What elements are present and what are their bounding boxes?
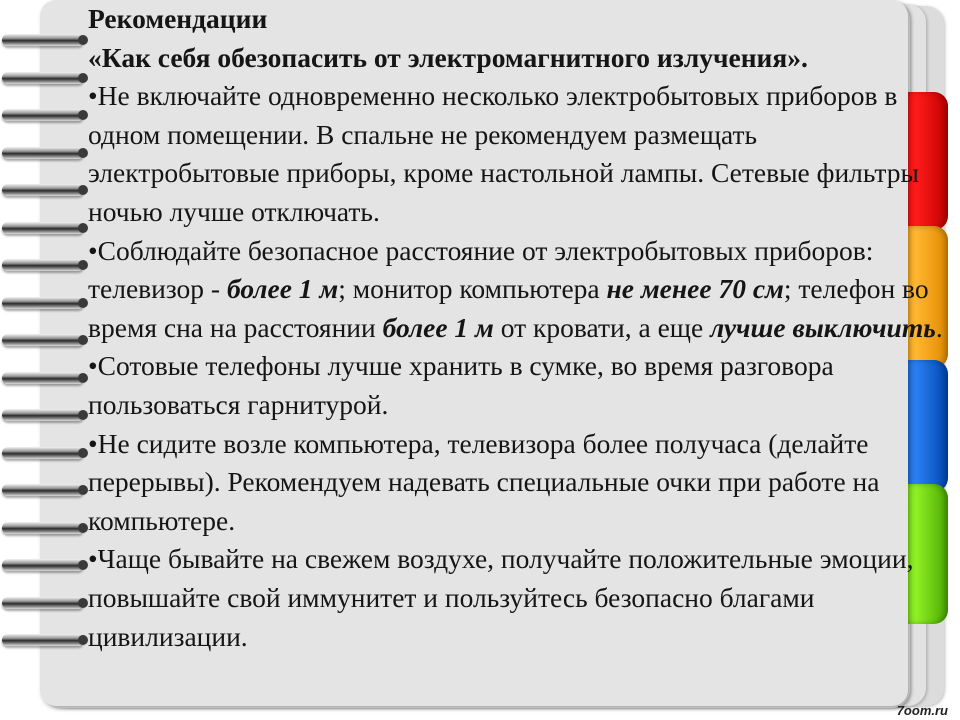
- bullet-text: .: [935, 311, 943, 343]
- emphasis-text: не менее 70 см: [606, 273, 784, 305]
- bullet-marker: •: [88, 350, 98, 382]
- bullet-marker: •: [88, 80, 98, 112]
- emphasis-text: более 1 м: [226, 273, 339, 305]
- spiral-ring: [2, 559, 84, 571]
- spiral-ring: [2, 297, 84, 309]
- spiral-ring: [2, 634, 84, 646]
- watermark: 7oom.ru: [896, 703, 948, 718]
- spiral-binding: [0, 34, 90, 674]
- spiral-ring: [2, 147, 84, 159]
- bullet-text: от кровати, а еще: [493, 311, 711, 343]
- bullet-item: [88, 347, 948, 424]
- emphasis-text: лучше выключить: [710, 311, 936, 343]
- bullet-text: Не включайте одновременно несколько электробытовых приборов в одном помещении. В спальне не рекомендуем размещать электробытовые приборы, кроме настольной лампы. Сетевые фильтры ночью лучше отключать.: [88, 80, 919, 227]
- spiral-ring: [2, 372, 84, 384]
- bullet-item: [88, 425, 948, 541]
- spiral-ring: [2, 259, 84, 271]
- bullet-text: ; телефон во время сна на расстоянии: [88, 273, 929, 343]
- bullet-marker: •: [88, 427, 98, 459]
- emphasis-text: более 1 м: [382, 311, 494, 343]
- spiral-ring: [2, 109, 84, 121]
- spiral-ring: [2, 34, 84, 46]
- bullet-text: Сотовые телефоны лучше хранить в сумке, во время разговора пользоваться гарнитурой.: [88, 350, 834, 420]
- bullet-item: [88, 540, 948, 656]
- spiral-ring: [2, 597, 84, 609]
- page-title: [88, 0, 948, 77]
- spiral-ring: [2, 409, 84, 421]
- title-line-2: «Как себя обезопасить от электромагнитного излучения».: [88, 41, 808, 73]
- bullet-text: ; монитор компьютера: [338, 273, 607, 305]
- spiral-ring: [2, 222, 84, 234]
- spiral-ring: [2, 184, 84, 196]
- recommendations-text: [88, 0, 948, 656]
- bullet-text: Не сидите возле компьютера, телевизора более получаса (делайте перерывы). Рекомендуем надевать специальные очки при работе на компьютере.: [88, 427, 880, 536]
- bullet-text: Соблюдайте безопасное расстояние от электробытовых приборов: телевизор -: [88, 234, 874, 305]
- title-line-1: Рекомендации: [88, 3, 268, 34]
- spiral-ring: [2, 334, 84, 346]
- bullet-text: Чаще бывайте на свежем воздухе, получайте положительные эмоции, повышайте свой иммунитет и пользуйтесь безопасно благами цивилизации.: [88, 543, 914, 652]
- spiral-ring: [2, 484, 84, 496]
- bullet-marker: •: [88, 543, 98, 575]
- bullet-item: [88, 77, 948, 231]
- bullet-marker: •: [88, 234, 98, 266]
- spiral-ring: [2, 522, 84, 534]
- spiral-ring: [2, 447, 84, 459]
- spiral-ring: [2, 72, 84, 84]
- bullet-item: [88, 232, 948, 348]
